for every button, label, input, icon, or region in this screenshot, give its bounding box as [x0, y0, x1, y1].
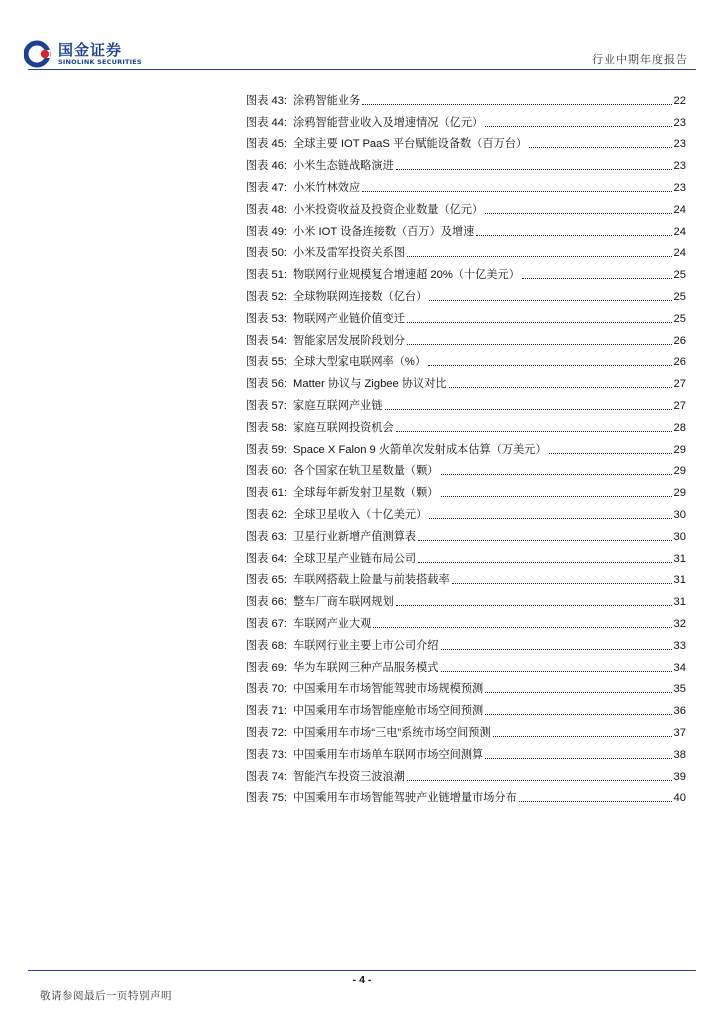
toc-dot-leader	[485, 713, 671, 715]
toc-figure-title: 华为车联网三种产品服务模式	[293, 661, 439, 674]
toc-figure-title: 车联网搭载上险量与前装搭载率	[293, 574, 450, 587]
toc-page-number: 25	[673, 312, 686, 325]
toc-dot-leader	[441, 670, 672, 672]
toc-page-number: 35	[673, 683, 686, 696]
toc-entry[interactable]	[246, 609, 686, 631]
toc-dot-leader	[441, 648, 672, 650]
toc-page-number: 23	[673, 181, 686, 194]
toc-dot-leader	[441, 495, 672, 497]
toc-entry[interactable]	[246, 544, 686, 566]
toc-figure-number: 图表 60:	[246, 465, 288, 478]
toc-figure-number: 图表 68:	[246, 639, 288, 652]
toc-page-number: 24	[673, 247, 686, 260]
toc-entry[interactable]	[246, 260, 686, 282]
toc-figure-number: 图表 51:	[246, 269, 288, 282]
toc-figure-title: 家庭互联网投资机会	[293, 421, 394, 434]
toc-dot-leader	[396, 430, 672, 432]
toc-entry[interactable]	[246, 718, 686, 740]
toc-entry[interactable]	[246, 631, 686, 653]
figure-table-of-contents	[246, 86, 686, 805]
toc-figure-number: 图表 70:	[246, 683, 288, 696]
toc-page-number: 37	[673, 726, 686, 739]
toc-entry[interactable]	[246, 151, 686, 173]
toc-entry[interactable]	[246, 369, 686, 391]
report-type-label: 行业中期年度报告	[592, 53, 688, 66]
toc-entry[interactable]	[246, 391, 686, 413]
toc-entry[interactable]	[246, 522, 686, 544]
page-number: - 4 -	[352, 974, 372, 986]
toc-figure-number: 图表 49:	[246, 225, 288, 238]
toc-figure-title: 物联网产业链价值变迁	[293, 312, 405, 325]
toc-dot-leader	[476, 234, 671, 236]
toc-page-number: 22	[673, 94, 686, 107]
toc-page-number: 24	[673, 203, 686, 216]
toc-dot-leader	[407, 255, 672, 257]
toc-figure-title: 物联网行业规模复合增速超 20%（十亿美元）	[293, 269, 520, 282]
toc-entry[interactable]	[246, 304, 686, 326]
toc-dot-leader	[485, 757, 671, 759]
toc-dot-leader	[373, 626, 671, 628]
toc-figure-number: 图表 73:	[246, 748, 288, 761]
toc-page-number: 31	[673, 574, 686, 587]
toc-figure-title: 中国乘用车市场智能驾驶产业链增量市场分布	[293, 792, 517, 805]
toc-figure-title: 全球每年新发射卫星数（颗）	[293, 487, 439, 500]
toc-figure-title: 车联网产业大观	[293, 617, 372, 630]
toc-figure-title: 全球主要 IOT PaaS 平台赋能设备数（百万台）	[293, 138, 528, 151]
toc-figure-number: 图表 65:	[246, 574, 288, 587]
toc-page-number: 29	[673, 487, 686, 500]
toc-page-number: 34	[673, 661, 686, 674]
toc-dot-leader	[362, 190, 671, 192]
toc-entry[interactable]	[246, 784, 686, 806]
toc-page-number: 28	[673, 421, 686, 434]
toc-figure-title: 智能汽车投资三波浪潮	[293, 770, 405, 783]
toc-dot-leader	[396, 168, 672, 170]
toc-dot-leader	[549, 452, 672, 454]
toc-page-number: 25	[673, 290, 686, 303]
toc-figure-number: 图表 62:	[246, 508, 288, 521]
toc-dot-leader	[407, 343, 672, 345]
toc-dot-leader	[449, 386, 672, 388]
toc-figure-number: 图表 66:	[246, 596, 288, 609]
toc-entry[interactable]	[246, 478, 686, 500]
toc-page-number: 27	[673, 399, 686, 412]
toc-page-number: 29	[673, 465, 686, 478]
toc-dot-leader	[485, 125, 671, 127]
toc-dot-leader	[441, 473, 672, 475]
toc-entry[interactable]	[246, 195, 686, 217]
toc-figure-title: 中国乘用车市场“三电”系统市场空间预测	[293, 726, 491, 739]
toc-page-number: 40	[673, 792, 686, 805]
toc-figure-title: 涂鸦智能业务	[293, 94, 361, 107]
toc-page-number: 36	[673, 705, 686, 718]
toc-dot-leader	[429, 299, 671, 301]
toc-figure-title: 涂鸦智能营业收入及增速情况（亿元）	[293, 116, 484, 129]
toc-entry[interactable]	[246, 566, 686, 588]
footer-disclaimer: 敬请参阅最后一页特别声明	[40, 990, 172, 1002]
toc-figure-title: 车联网行业主要上市公司介绍	[293, 639, 439, 652]
toc-page-number: 38	[673, 748, 686, 761]
toc-dot-leader	[407, 321, 672, 323]
toc-page-number: 23	[673, 116, 686, 129]
toc-figure-number: 图表 58:	[246, 421, 288, 434]
toc-dot-leader	[485, 212, 671, 214]
toc-figure-number: 图表 64:	[246, 552, 288, 565]
toc-entry[interactable]	[246, 413, 686, 435]
toc-entry[interactable]	[246, 217, 686, 239]
toc-figure-number: 图表 46:	[246, 160, 288, 173]
toc-figure-title: 中国乘用车市场单车联网市场空间测算	[293, 748, 484, 761]
toc-figure-number: 图表 67:	[246, 617, 288, 630]
toc-dot-leader	[522, 277, 672, 279]
logo-english-name: SINOLINK SECURITIES	[58, 58, 142, 66]
toc-dot-leader	[519, 800, 672, 802]
toc-entry[interactable]	[246, 762, 686, 784]
toc-figure-title: 小米生态链战略演进	[293, 160, 394, 173]
toc-entry[interactable]	[246, 108, 686, 130]
toc-figure-title: 小米竹林效应	[293, 181, 361, 194]
header-divider	[28, 69, 696, 70]
toc-dot-leader	[362, 103, 671, 105]
toc-dot-leader	[452, 582, 672, 584]
toc-figure-title: 整车厂商车联网规划	[293, 596, 394, 609]
toc-figure-number: 图表 45:	[246, 138, 288, 151]
toc-figure-number: 图表 69:	[246, 661, 288, 674]
logo-chinese-name: 国金证券	[58, 41, 123, 59]
toc-page-number: 23	[673, 138, 686, 151]
toc-figure-number: 图表 53:	[246, 312, 288, 325]
toc-entry[interactable]	[246, 457, 686, 479]
toc-page-number: 26	[673, 334, 686, 347]
toc-dot-leader	[418, 539, 671, 541]
toc-figure-number: 图表 48:	[246, 203, 288, 216]
toc-dot-leader	[493, 735, 672, 737]
toc-page-number: 31	[673, 552, 686, 565]
toc-entry[interactable]	[246, 86, 686, 108]
toc-page-number: 30	[673, 508, 686, 521]
toc-figure-number: 图表 44:	[246, 116, 288, 129]
toc-figure-title: 中国乘用车市场智能座舱市场空间预测	[293, 705, 484, 718]
toc-entry[interactable]	[246, 740, 686, 762]
toc-figure-title: 智能家居发展阶段划分	[293, 334, 405, 347]
toc-page-number: 31	[673, 596, 686, 609]
toc-figure-title: 卫星行业新增产值测算表	[293, 530, 417, 543]
toc-figure-title: 家庭互联网产业链	[293, 399, 383, 412]
toc-entry[interactable]	[246, 282, 686, 304]
toc-figure-title: 各个国家在轨卫星数量（颗）	[293, 465, 439, 478]
toc-dot-leader	[407, 779, 672, 781]
toc-dot-leader	[429, 517, 671, 519]
toc-entry[interactable]	[246, 348, 686, 370]
toc-figure-number: 图表 57:	[246, 399, 288, 412]
toc-figure-title: 中国乘用车市场智能驾驶市场规模预测	[293, 683, 484, 696]
toc-entry[interactable]	[246, 435, 686, 457]
toc-dot-leader	[385, 408, 672, 410]
toc-page-number: 32	[673, 617, 686, 630]
toc-figure-number: 图表 61:	[246, 487, 288, 500]
toc-figure-number: 图表 56:	[246, 378, 288, 391]
toc-figure-number: 图表 71:	[246, 705, 288, 718]
toc-figure-number: 图表 59:	[246, 443, 288, 456]
toc-entry[interactable]	[246, 173, 686, 195]
sinolink-logo-icon	[24, 39, 54, 69]
toc-entry[interactable]	[246, 587, 686, 609]
toc-entry[interactable]	[246, 675, 686, 697]
toc-figure-title: Matter 协议与 Zigbee 协议对比	[293, 378, 447, 391]
toc-figure-title: 全球物联网连接数（亿台）	[293, 290, 428, 303]
toc-figure-number: 图表 50:	[246, 247, 288, 260]
toc-page-number: 25	[673, 269, 686, 282]
toc-page-number: 23	[673, 160, 686, 173]
toc-figure-number: 图表 55:	[246, 356, 288, 369]
toc-entry[interactable]	[246, 239, 686, 261]
toc-figure-number: 图表 75:	[246, 792, 288, 805]
toc-figure-title: 小米 IOT 设备连接数（百万）及增速	[293, 225, 475, 238]
toc-dot-leader	[529, 146, 671, 148]
page-header	[0, 0, 724, 75]
toc-figure-number: 图表 54:	[246, 334, 288, 347]
toc-page-number: 27	[673, 378, 686, 391]
toc-page-number: 26	[673, 356, 686, 369]
toc-dot-leader	[396, 604, 672, 606]
company-logo	[24, 40, 142, 68]
toc-figure-number: 图表 74:	[246, 770, 288, 783]
toc-figure-number: 图表 47:	[246, 181, 288, 194]
toc-entry[interactable]	[246, 653, 686, 675]
toc-page-number: 30	[673, 530, 686, 543]
toc-dot-leader	[428, 364, 671, 366]
toc-figure-title: 全球大型家电联网率（%）	[293, 356, 427, 369]
footer-divider	[28, 970, 696, 971]
toc-entry[interactable]	[246, 130, 686, 152]
toc-figure-number: 图表 72:	[246, 726, 288, 739]
toc-dot-leader	[418, 561, 671, 563]
toc-page-number: 29	[673, 443, 686, 456]
toc-figure-title: 小米及雷军投资关系图	[293, 247, 405, 260]
toc-entry[interactable]	[246, 500, 686, 522]
toc-page-number: 33	[673, 639, 686, 652]
toc-figure-title: 全球卫星收入（十亿美元）	[293, 508, 428, 521]
toc-entry[interactable]	[246, 696, 686, 718]
toc-page-number: 24	[673, 225, 686, 238]
toc-figure-title: 全球卫星产业链布局公司	[293, 552, 417, 565]
toc-entry[interactable]	[246, 326, 686, 348]
toc-figure-title: 小米投资收益及投资企业数量（亿元）	[293, 203, 484, 216]
toc-figure-number: 图表 52:	[246, 290, 288, 303]
toc-figure-title: Space X Falon 9 火箭单次发射成本估算（万美元）	[293, 443, 547, 456]
toc-page-number: 39	[673, 770, 686, 783]
toc-figure-number: 图表 63:	[246, 530, 288, 543]
toc-dot-leader	[485, 691, 671, 693]
toc-figure-number: 图表 43:	[246, 94, 288, 107]
